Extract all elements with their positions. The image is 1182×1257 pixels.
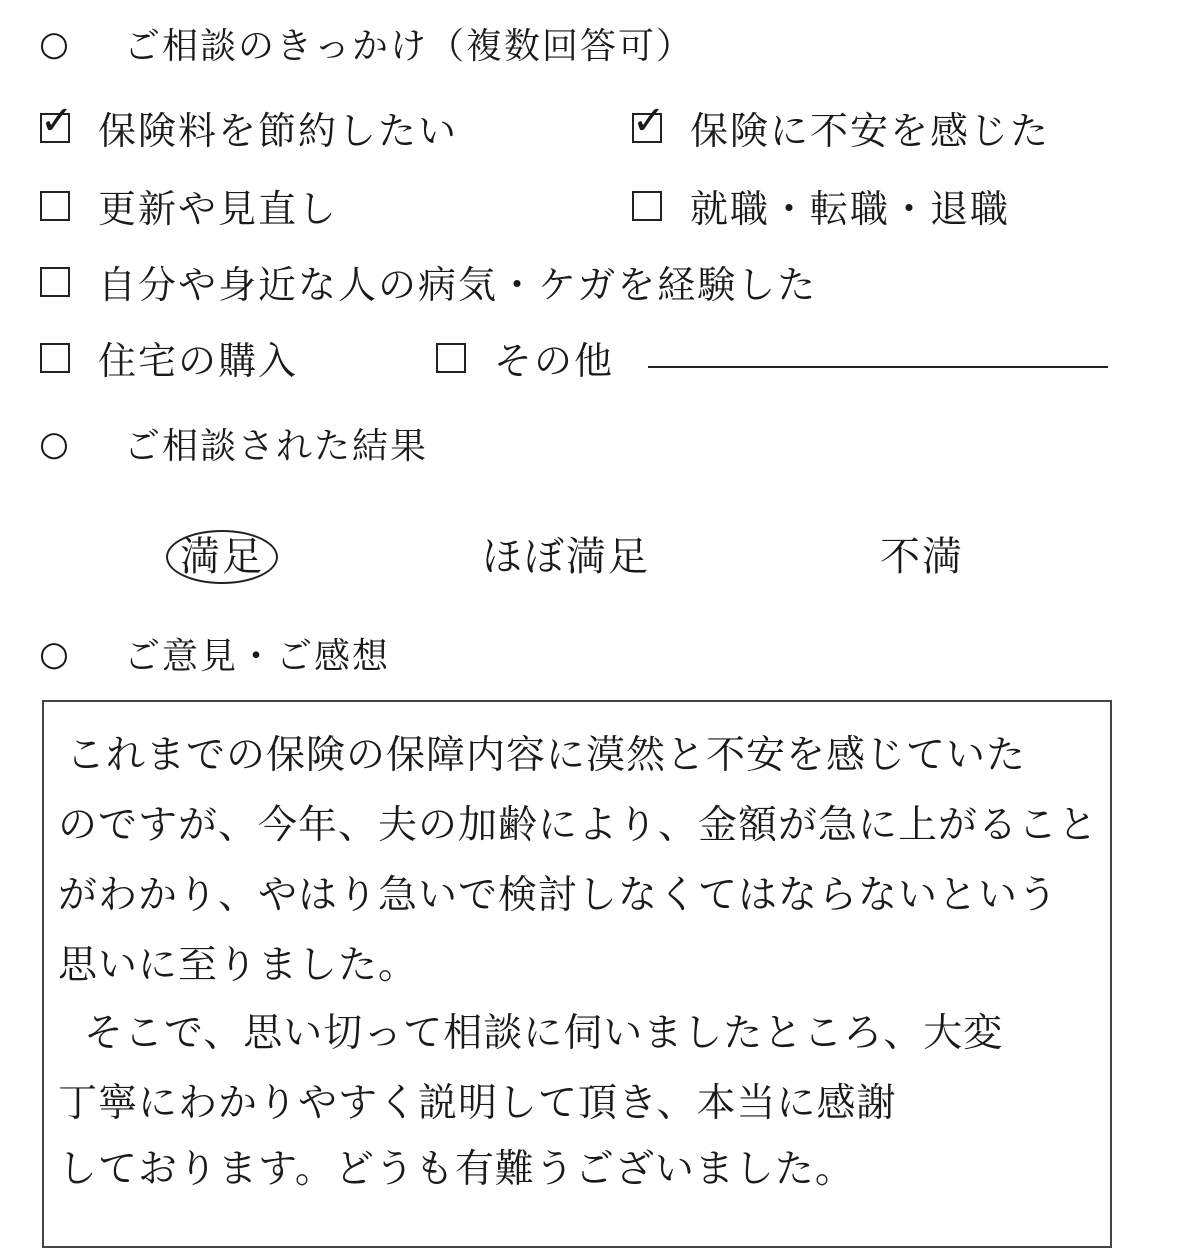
option-label: 就職・転職・退職 [690,187,1011,231]
checkbox[interactable] [632,191,662,221]
section-title: ご意見・ご感想 [124,636,391,677]
option-job-change[interactable] [632,178,1010,233]
option-other[interactable] [436,330,614,385]
section-comments [0,628,390,679]
comment-line: これまでの保険の保障内容に漠然と不安を感じていた [66,733,1027,778]
checkbox[interactable] [40,267,70,297]
option-label: 保険に不安を感じた [690,109,1051,153]
comment-line: のですが、今年、夫の加齢により、金額が急に上がること [58,803,1099,848]
option-renewal-review[interactable] [40,178,338,233]
bullet-circle: ○ [39,23,69,64]
checkbox-checked[interactable] [40,97,74,144]
checkbox[interactable] [40,191,70,221]
option-save-premium[interactable] [40,97,459,155]
option-home-purchase[interactable] [40,330,298,385]
checkbox-checked[interactable] [632,97,666,144]
checkbox[interactable] [40,343,70,373]
comment-line: 丁寧にわかりやすく説明して頂き、本当に感謝 [58,1081,897,1126]
comment-box[interactable] [42,700,1112,1248]
comment-line: そこで、思い切って相談に伺いましたところ、大変 [84,1011,1004,1056]
section-title: ご相談された結果 [124,426,429,467]
result-mostly-satisfied[interactable]: ほぼ満足 [482,534,650,580]
section-result [0,418,428,469]
bullet-circle: ○ [39,423,69,464]
result-satisfied[interactable] [166,525,278,582]
other-fill-in-line[interactable] [648,366,1108,368]
result-dissatisfied[interactable]: 不満 [880,534,964,580]
comment-line: 思いに至りました。 [58,943,419,988]
option-anxious-about-insurance[interactable] [632,97,1051,155]
comment-line: がわかり、やはり急いで検討しなくてはならないという [58,873,1059,918]
comment-line: しております。どうも有難うございました。 [58,1147,855,1192]
option-label: その他 [494,339,615,383]
check-mark-icon: ✓ [632,97,666,144]
option-label: 自分や身近な人の病気・ケガを経験した [98,263,818,307]
selected-circle: 満足 [166,530,278,584]
checkbox[interactable] [436,343,466,373]
option-label: 更新や見直し [98,187,339,231]
bullet-circle: ○ [39,633,69,674]
section-title: ご相談のきっかけ（複数回答可） [124,26,695,67]
check-mark-icon: ✓ [40,97,74,144]
option-illness-injury[interactable] [40,254,817,309]
section-consultation-reason [0,18,694,69]
option-label: 保険料を節約したい [98,109,459,153]
option-label: 住宅の購入 [98,339,299,383]
